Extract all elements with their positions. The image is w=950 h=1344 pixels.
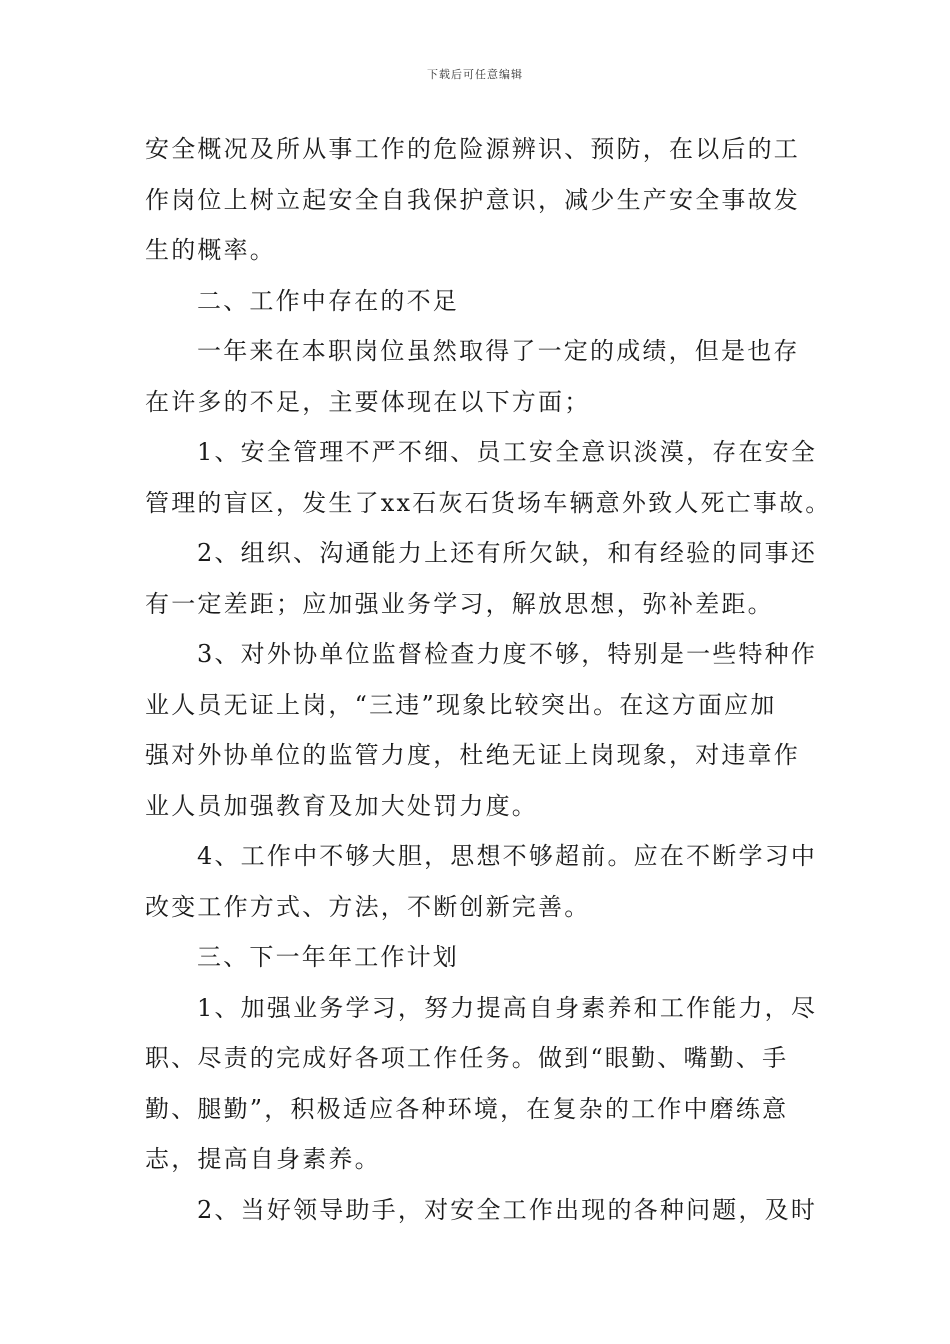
text-line: 在许多的不足，主要体现在以下方面； xyxy=(145,387,591,416)
list-item-line: 3、对外协单位监督检查力度不够，特别是一些特种作 xyxy=(197,640,818,668)
list-item-line: 4、工作中不够大胆，思想不够超前。应在不断学习中 xyxy=(197,842,818,870)
text-line: 作岗位上树立起安全自我保护意识，减少生产安全事故发 xyxy=(145,185,800,214)
list-item-line: 1、加强业务学习，努力提高自身素养和工作能力，尽 xyxy=(197,993,818,1022)
section-heading: 三、下一年年工作计划 xyxy=(197,943,459,971)
header-note: 下载后可任意编辑 xyxy=(427,68,523,81)
text-line: 强对外协单位的监管力度，杜绝无证上岗现象，对违章作 xyxy=(145,741,800,769)
text-line: 业人员无证上岗，“三违”现象比较突出。在这方面应加 xyxy=(145,690,777,719)
section-heading: 二、工作中存在的不足 xyxy=(197,286,459,315)
text-line: 勤、腿勤”，积极适应各种环境，在复杂的工作中磨练意 xyxy=(145,1094,789,1123)
text-line: 改变工作方式、方法，不断创新完善。 xyxy=(145,892,591,921)
text-line: 业人员加强教育及加大处罚力度。 xyxy=(145,791,538,820)
text-line: 志，提高自身素养。 xyxy=(145,1145,381,1173)
document-body xyxy=(145,124,832,1235)
list-item-line: 1、安全管理不严不细、员工安全意识淡漠，存在安全 xyxy=(197,438,818,466)
text-line: 管理的盲区，发生了xx石灰石货场车辆意外致人死亡事故。 xyxy=(145,488,832,517)
text-line: 有一定差距；应加强业务学习，解放思想，弥补差距。 xyxy=(145,589,774,618)
text-line: 生的概率。 xyxy=(145,236,276,264)
list-item-line: 2、组织、沟通能力上还有所欠缺，和有经验的同事还 xyxy=(197,539,818,567)
text-line: 安全概况及所从事工作的危险源辨识、预防，在以后的工 xyxy=(145,135,800,163)
list-item-line: 2、当好领导助手，对安全工作出现的各种问题，及时 xyxy=(197,1195,818,1224)
text-line: 一年来在本职岗位虽然取得了一定的成绩，但是也存 xyxy=(197,337,800,365)
text-line: 职、尽责的完成好各项工作任务。做到“眼勤、嘴勤、手 xyxy=(145,1044,789,1072)
